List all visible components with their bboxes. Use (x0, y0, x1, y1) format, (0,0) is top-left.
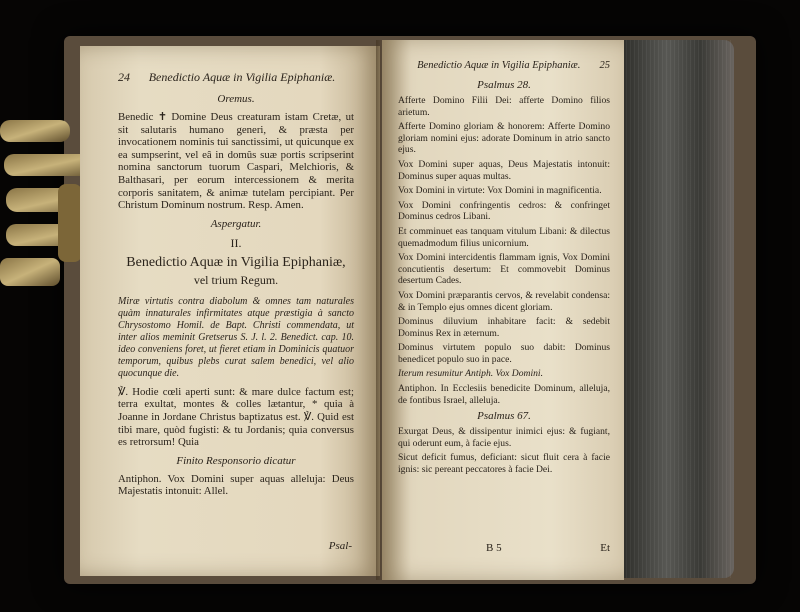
left-running-title: Benedictio Aquæ in Vigilia Epiphaniæ. (148, 70, 336, 84)
antiphon-text: Antiphon. Vox Domini super aquas alleluja: Deus Majestatis intonuit: Allel. (118, 472, 354, 498)
section-number: II. (230, 235, 242, 250)
right-page-number: 25 (599, 60, 610, 71)
finito-heading: Finito Responsorio dicatur (176, 454, 296, 467)
psalm28-heading: Psalmus 28. (477, 79, 531, 91)
italic-note: Miræ virtutis contra diabolum & omnes tam naturales quàm innaturales infirmitates atque præstigia à sancto Chrysostomo Homil. de Bapt. Christi commendata, ut inter alios meminit Gretserus S. J. l. 2. Benedict. cap. 10. ideo conveniens foret, ut fieret etiam in Dominicis quatuor temporum, quibus plebs curat salem benedici, vel alio quocunque die. (118, 295, 354, 379)
psalm28-line: Et comminuet eas tanquam vitulum Libani: & dilectus quemadmodum filius unicornium. (398, 225, 610, 249)
blessing-prayer: Benedic ✝ Domine Deus creaturam istam Cretæ, ut sit salutaris humano generi, & præsta per invocationem nominis tui sanctissimi, ut quicunque ex ea sumpserint, vel eâ in domûs suæ portis scripserint nomina sanctorum tuorum Caspari, Melchioris, & Balthasari, per eorum intercessionem & merita corporis sanitatem, & animæ tutelam percipiant. Per Christum Dominum nostrum. Resp. Amen. (118, 111, 354, 212)
psalm67-line: Sicut deficit fumus, deficiant: sicut fluit cera à facie ignis: sic pereant peccatores à facie Dei. (398, 452, 610, 476)
page-edge-texture (622, 40, 734, 578)
psalm28-line: Vox Domini confringentis cedros: & confringet Dominus cedros Libani. (398, 199, 610, 223)
psalm28-line: Vox Domini præparantis cervos, & revelabit condensa: & in Templo ejus omnes dicent gloriam. (398, 289, 610, 313)
psalm67-heading: Psalmus 67. (477, 410, 531, 423)
psalm28-line: Vox Domini intercidentis flammam ignis, Vox Domini concutientis desertum: Et commovebit Dominus desertum Cades. (398, 252, 610, 287)
right-page (382, 40, 624, 580)
oremus-heading: Oremus. (217, 93, 255, 105)
psalm28-line: Afferte Domino gloriam & honorem: Afferte Domino gloriam nomini ejus: adorate Dominum in atrio sancto ejus. (398, 121, 610, 156)
psalm28-line: Vox Domini in virtute: Vox Domini in magnificentia. (398, 185, 602, 197)
right-running-head (398, 60, 610, 71)
iterum-line: Iterum resumitur Antiph. Vox Domini. (398, 368, 543, 380)
section-title: Benedictio Aquæ in Vigilia Epiphaniæ, (126, 254, 346, 270)
psalm28-line: Dominus virtutem populo suo dabit: Dominus benedicet populo suo in pace. (398, 342, 610, 365)
versicle-text: ℣. Hodie cœli aperti sunt: & mare dulce factum est; terra exultat, montes & colles lætantur, * quia à Joanne in Jordane Christus baptizatus est. ℣. Quid est tibi mare, quòd fugisti: & tu Jordanis; quia conversus es retrorsum! Quia (118, 385, 354, 449)
signature-mark: B 5 (486, 542, 502, 554)
left-catchword: Psal- (328, 540, 352, 552)
left-running-head (118, 70, 354, 85)
psalm28-line: Afferte Domino Filii Dei: afferte Domino filios arietum. (398, 95, 610, 118)
antiphon2-text: Antiphon. In Ecclesiis benedicite Dominum, alleluja, de fontibus Israel, alleluja. (398, 383, 610, 406)
left-page (80, 46, 380, 576)
left-page-number: 24 (118, 70, 130, 84)
psalm67-line: Exurgat Deus, & dissipentur inimici ejus: & fugiant, qui oderunt eum, à facie ejus. (398, 426, 610, 449)
right-running-title: Benedictio Aquæ in Vigilia Epiphaniæ. (417, 60, 581, 71)
section-subtitle: vel trium Regum. (193, 272, 279, 287)
aspergatur-heading: Aspergatur. (210, 217, 262, 230)
psalm28-line: Dominus diluvium inhabitare facit: & sedebit Dominus Rex in æternum. (398, 316, 610, 339)
psalm28-line: Vox Domini super aquas, Deus Majestatis intonuit: Dominus super aquas multas. (398, 158, 610, 182)
right-catchword: Et (600, 542, 610, 554)
